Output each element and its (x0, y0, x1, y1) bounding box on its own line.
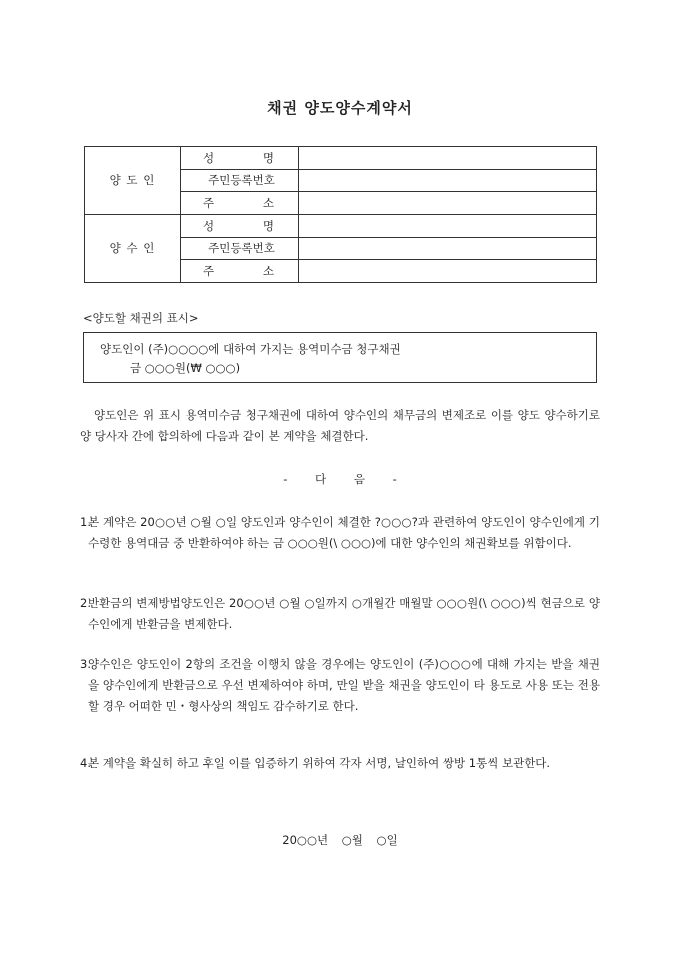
clause-number: 2. (80, 596, 91, 610)
clause-number: 1. (80, 515, 91, 529)
transferor-label: 양 도 인 (85, 147, 181, 215)
claim-section-heading: <양도할 채권의 표시> (83, 311, 199, 325)
transferee-id-label: 주민등록번호 (181, 237, 299, 260)
intro-paragraph: 양도인은 위 표시 용역미수금 청구채권에 대하여 양수인의 채무금의 변제조로 이를 양도 양수하기로 양 당사자 간에 합의하에 다음과 같이 본 계약을 체결한다. (80, 408, 600, 443)
clause-number: 4. (80, 756, 91, 770)
clause-text: 반환금의 변제방법양도인은 20○○년 ○월 ○일까지 ○개월간 매월말 ○○○원(\ ○○○)씩 현금으로 양수인에게 반환금을 변제한다. (88, 596, 600, 631)
parties-table (84, 146, 597, 283)
clause-text: 본 계약은 20○○년 ○월 ○일 양도인과 양수인이 체결한 ?○○○?과 관련하여 양도인이 양수인에게 기 수령한 용역대금 중 반환하여야 하는 금 ○○○원(\ ○○○)에 대한 양수인의 채권확보를 위함이다. (88, 515, 600, 550)
claim-line-1: 양도인이 (주)○○○○에 대하여 가지는 용역미수금 청구채권 (100, 342, 401, 356)
dahum-heading: - 다 음 - (283, 472, 397, 486)
transferee-address-value[interactable] (299, 260, 597, 283)
transferor-name-value[interactable] (299, 147, 597, 170)
clause-text: 본 계약을 확실히 하고 후일 이를 입증하기 위하여 각자 서명, 날인하여 쌍방 1통씩 보관한다. (88, 756, 551, 770)
clause-1 (80, 512, 600, 554)
transferor-address-label: 주 소 (181, 192, 299, 215)
clause-2 (80, 593, 600, 635)
transferee-name-label: 성 명 (181, 214, 299, 237)
transferor-id-value[interactable] (299, 169, 597, 192)
transferee-id-value[interactable] (299, 237, 597, 260)
transferor-address-value[interactable] (299, 192, 597, 215)
claim-line-2: 금 ○○○원(₩ ○○○) (130, 361, 241, 375)
claim-box (83, 332, 597, 383)
clause-number: 3. (80, 657, 91, 671)
transferee-address-label: 주 소 (181, 260, 299, 283)
transferee-label: 양 수 인 (85, 214, 181, 282)
transferor-name-label: 성 명 (181, 147, 299, 170)
document-title: 채권 양도양수계약서 (267, 99, 413, 117)
transferee-name-value[interactable] (299, 214, 597, 237)
clause-4 (80, 753, 600, 774)
clause-text: 양수인은 양도인이 2항의 조건을 이행치 않을 경우에는 양도인이 (주)○○○에 대해 가지는 받을 채권을 양수인에게 반환금으로 우선 변제하여야 하며, 만일 받을 채권을 양도인이 타 용도로 사용 또는 전용할 경우 어떠한 민・형사상의 책임도 감수하기로 한다. (88, 657, 600, 713)
contract-date: 20○○년 ○월 ○일 (282, 833, 398, 847)
clause-3 (80, 654, 600, 717)
transferor-id-label: 주민등록번호 (181, 169, 299, 192)
